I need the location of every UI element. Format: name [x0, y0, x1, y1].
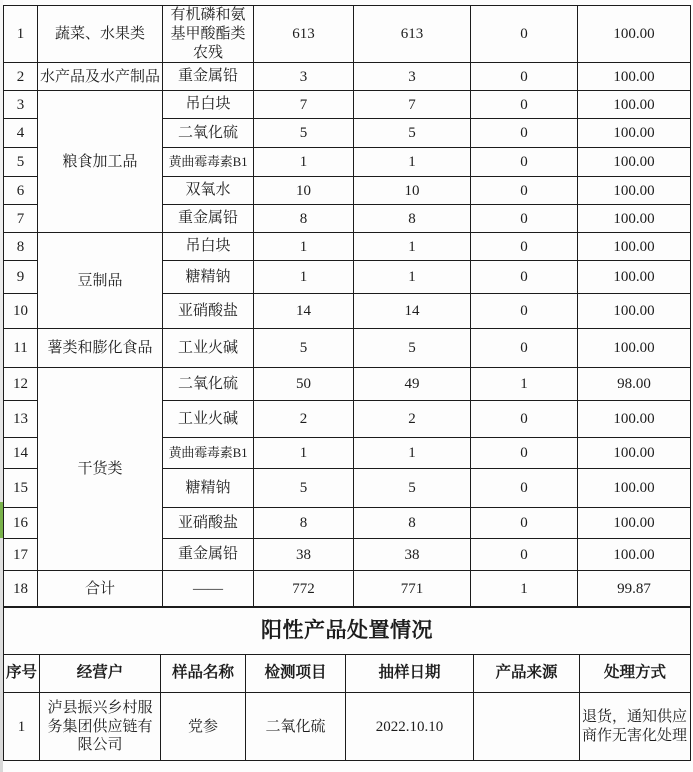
- sample-count-cell: 1: [254, 148, 354, 177]
- row-index-cell: 12: [4, 368, 38, 401]
- inspection-summary-body: [4, 6, 691, 608]
- column-header-2: 经营户: [40, 655, 161, 693]
- test-item-cell: 重金属铅: [163, 205, 254, 233]
- unqualified-count-cell: 0: [471, 148, 578, 177]
- qualified-count-cell: 1: [354, 233, 471, 261]
- test-item-cell: 有机磷和氨基甲酸酯类农残: [163, 6, 254, 63]
- sample-count-cell: 50: [254, 368, 354, 401]
- test-item-cell: 重金属铅: [163, 539, 254, 571]
- qualified-count-cell: 8: [354, 205, 471, 233]
- summary-row: [4, 91, 691, 119]
- qualified-count-cell: 49: [354, 368, 471, 401]
- qualified-count-cell: 5: [354, 329, 471, 368]
- test-item-cell: 亚硝酸盐: [163, 508, 254, 539]
- sample-name-cell: 党参: [161, 693, 246, 761]
- unqualified-count-cell: 0: [471, 119, 578, 148]
- row-index-cell: 8: [4, 233, 38, 261]
- test-item-cell: 二氧化硫: [246, 693, 346, 761]
- sample-count-cell: 3: [254, 63, 354, 91]
- column-header-6: 产品来源: [474, 655, 580, 693]
- serial-cell: 1: [4, 693, 40, 761]
- inspection-summary-table: [3, 5, 691, 608]
- test-item-cell: 糖精钠: [163, 261, 254, 294]
- unqualified-count-cell: 0: [471, 508, 578, 539]
- sample-count-cell: 1: [254, 233, 354, 261]
- pass-rate-cell: 100.00: [578, 91, 691, 119]
- unqualified-count-cell: 0: [471, 401, 578, 438]
- scan-left-edge-artifact: [0, 0, 3, 772]
- sample-count-cell: 10: [254, 177, 354, 205]
- unqualified-count-cell: 1: [471, 571, 578, 608]
- row-index-cell: 5: [4, 148, 38, 177]
- sample-count-cell: 38: [254, 539, 354, 571]
- qualified-count-cell: 5: [354, 469, 471, 508]
- column-header-3: 样品名称: [161, 655, 246, 693]
- test-item-cell: 双氧水: [163, 177, 254, 205]
- sample-count-cell: 5: [254, 329, 354, 368]
- qualified-count-cell: 613: [354, 6, 471, 63]
- row-index-cell: 4: [4, 119, 38, 148]
- unqualified-count-cell: 0: [471, 6, 578, 63]
- row-index-cell: 11: [4, 329, 38, 368]
- qualified-count-cell: 1: [354, 148, 471, 177]
- pass-rate-cell: 100.00: [578, 177, 691, 205]
- column-header-1: 序号: [4, 655, 40, 693]
- pass-rate-cell: 100.00: [578, 261, 691, 294]
- test-item-cell: 黄曲霉毒素B1: [163, 148, 254, 177]
- row-index-cell: 9: [4, 261, 38, 294]
- unqualified-count-cell: 0: [471, 205, 578, 233]
- unqualified-count-cell: 0: [471, 469, 578, 508]
- summary-row: [4, 63, 691, 91]
- summary-row: [4, 233, 691, 261]
- pass-rate-cell: 100.00: [578, 294, 691, 329]
- sampling-date-cell: 2022.10.10: [346, 693, 474, 761]
- unqualified-count-cell: 1: [471, 368, 578, 401]
- sample-count-cell: 1: [254, 438, 354, 469]
- qualified-count-cell: 10: [354, 177, 471, 205]
- test-item-cell: 二氧化硫: [163, 368, 254, 401]
- row-index-cell: 15: [4, 469, 38, 508]
- column-header-7: 处理方式: [580, 655, 691, 693]
- test-item-cell: 工业火碱: [163, 401, 254, 438]
- positive-disposal-body: [4, 607, 691, 761]
- pass-rate-cell: 100.00: [578, 148, 691, 177]
- unqualified-count-cell: 0: [471, 539, 578, 571]
- test-item-cell: 亚硝酸盐: [163, 294, 254, 329]
- product-source-cell: [474, 693, 580, 761]
- column-header-5: 抽样日期: [346, 655, 474, 693]
- merchant-cell: 泸县振兴乡村服务集团供应链有限公司: [40, 693, 161, 761]
- category-cell: 粮食加工品: [38, 91, 163, 233]
- section-title-row: [4, 607, 691, 655]
- unqualified-count-cell: 0: [471, 91, 578, 119]
- qualified-count-cell: 7: [354, 91, 471, 119]
- unqualified-count-cell: 0: [471, 261, 578, 294]
- positive-disposal-table: [3, 606, 691, 761]
- qualified-count-cell: 3: [354, 63, 471, 91]
- qualified-count-cell: 771: [354, 571, 471, 608]
- test-item-cell: 工业火碱: [163, 329, 254, 368]
- row-index-cell: 14: [4, 438, 38, 469]
- qualified-count-cell: 2: [354, 401, 471, 438]
- qualified-count-cell: 38: [354, 539, 471, 571]
- pass-rate-cell: 98.00: [578, 368, 691, 401]
- pass-rate-cell: 100.00: [578, 508, 691, 539]
- column-header-4: 检测项目: [246, 655, 346, 693]
- category-cell: 豆制品: [38, 233, 163, 329]
- summary-row: [4, 6, 691, 63]
- sample-count-cell: 613: [254, 6, 354, 63]
- sample-count-cell: 8: [254, 205, 354, 233]
- sample-count-cell: 8: [254, 508, 354, 539]
- pass-rate-cell: 100.00: [578, 469, 691, 508]
- pass-rate-cell: 100.00: [578, 539, 691, 571]
- pass-rate-cell: 100.00: [578, 119, 691, 148]
- row-index-cell: 16: [4, 508, 38, 539]
- pass-rate-cell: 100.00: [578, 205, 691, 233]
- row-index-cell: 7: [4, 205, 38, 233]
- unqualified-count-cell: 0: [471, 329, 578, 368]
- disposal-header-row: [4, 655, 691, 693]
- summary-row: [4, 329, 691, 368]
- category-cell: 合计: [38, 571, 163, 608]
- row-index-cell: 13: [4, 401, 38, 438]
- row-index-cell: 3: [4, 91, 38, 119]
- unqualified-count-cell: 0: [471, 177, 578, 205]
- test-item-cell: 黄曲霉毒素B1: [163, 438, 254, 469]
- summary-row: [4, 571, 691, 608]
- sample-count-cell: 2: [254, 401, 354, 438]
- pass-rate-cell: 100.00: [578, 233, 691, 261]
- row-index-cell: 6: [4, 177, 38, 205]
- test-item-cell: 重金属铅: [163, 63, 254, 91]
- pass-rate-cell: 100.00: [578, 6, 691, 63]
- summary-row: [4, 368, 691, 401]
- pass-rate-cell: 99.87: [578, 571, 691, 608]
- unqualified-count-cell: 0: [471, 294, 578, 329]
- pass-rate-cell: 100.00: [578, 401, 691, 438]
- row-index-cell: 10: [4, 294, 38, 329]
- pass-rate-cell: 100.00: [578, 63, 691, 91]
- test-item-cell: ——: [163, 571, 254, 608]
- sample-count-cell: 772: [254, 571, 354, 608]
- qualified-count-cell: 14: [354, 294, 471, 329]
- test-item-cell: 糖精钠: [163, 469, 254, 508]
- sample-count-cell: 5: [254, 119, 354, 148]
- category-cell: 蔬菜、水果类: [38, 6, 163, 63]
- sample-count-cell: 1: [254, 261, 354, 294]
- qualified-count-cell: 1: [354, 261, 471, 294]
- sample-count-cell: 5: [254, 469, 354, 508]
- sample-count-cell: 14: [254, 294, 354, 329]
- section-title: 阳性产品处置情况: [4, 607, 691, 655]
- test-item-cell: 二氧化硫: [163, 119, 254, 148]
- qualified-count-cell: 1: [354, 438, 471, 469]
- category-cell: 水产品及水产制品: [38, 63, 163, 91]
- qualified-count-cell: 5: [354, 119, 471, 148]
- category-cell: 薯类和膨化食品: [38, 329, 163, 368]
- pass-rate-cell: 100.00: [578, 329, 691, 368]
- unqualified-count-cell: 0: [471, 438, 578, 469]
- row-index-cell: 1: [4, 6, 38, 63]
- row-index-cell: 18: [4, 571, 38, 608]
- unqualified-count-cell: 0: [471, 233, 578, 261]
- test-item-cell: 吊白块: [163, 91, 254, 119]
- test-item-cell: 吊白块: [163, 233, 254, 261]
- scan-green-edge-artifact: [0, 502, 3, 538]
- pass-rate-cell: 100.00: [578, 438, 691, 469]
- qualified-count-cell: 8: [354, 508, 471, 539]
- row-index-cell: 2: [4, 63, 38, 91]
- category-cell: 干货类: [38, 368, 163, 571]
- sample-count-cell: 7: [254, 91, 354, 119]
- disposal-row: [4, 693, 691, 761]
- row-index-cell: 17: [4, 539, 38, 571]
- unqualified-count-cell: 0: [471, 63, 578, 91]
- disposal-method-cell: 退货，通知供应商作无害化处理: [580, 693, 691, 761]
